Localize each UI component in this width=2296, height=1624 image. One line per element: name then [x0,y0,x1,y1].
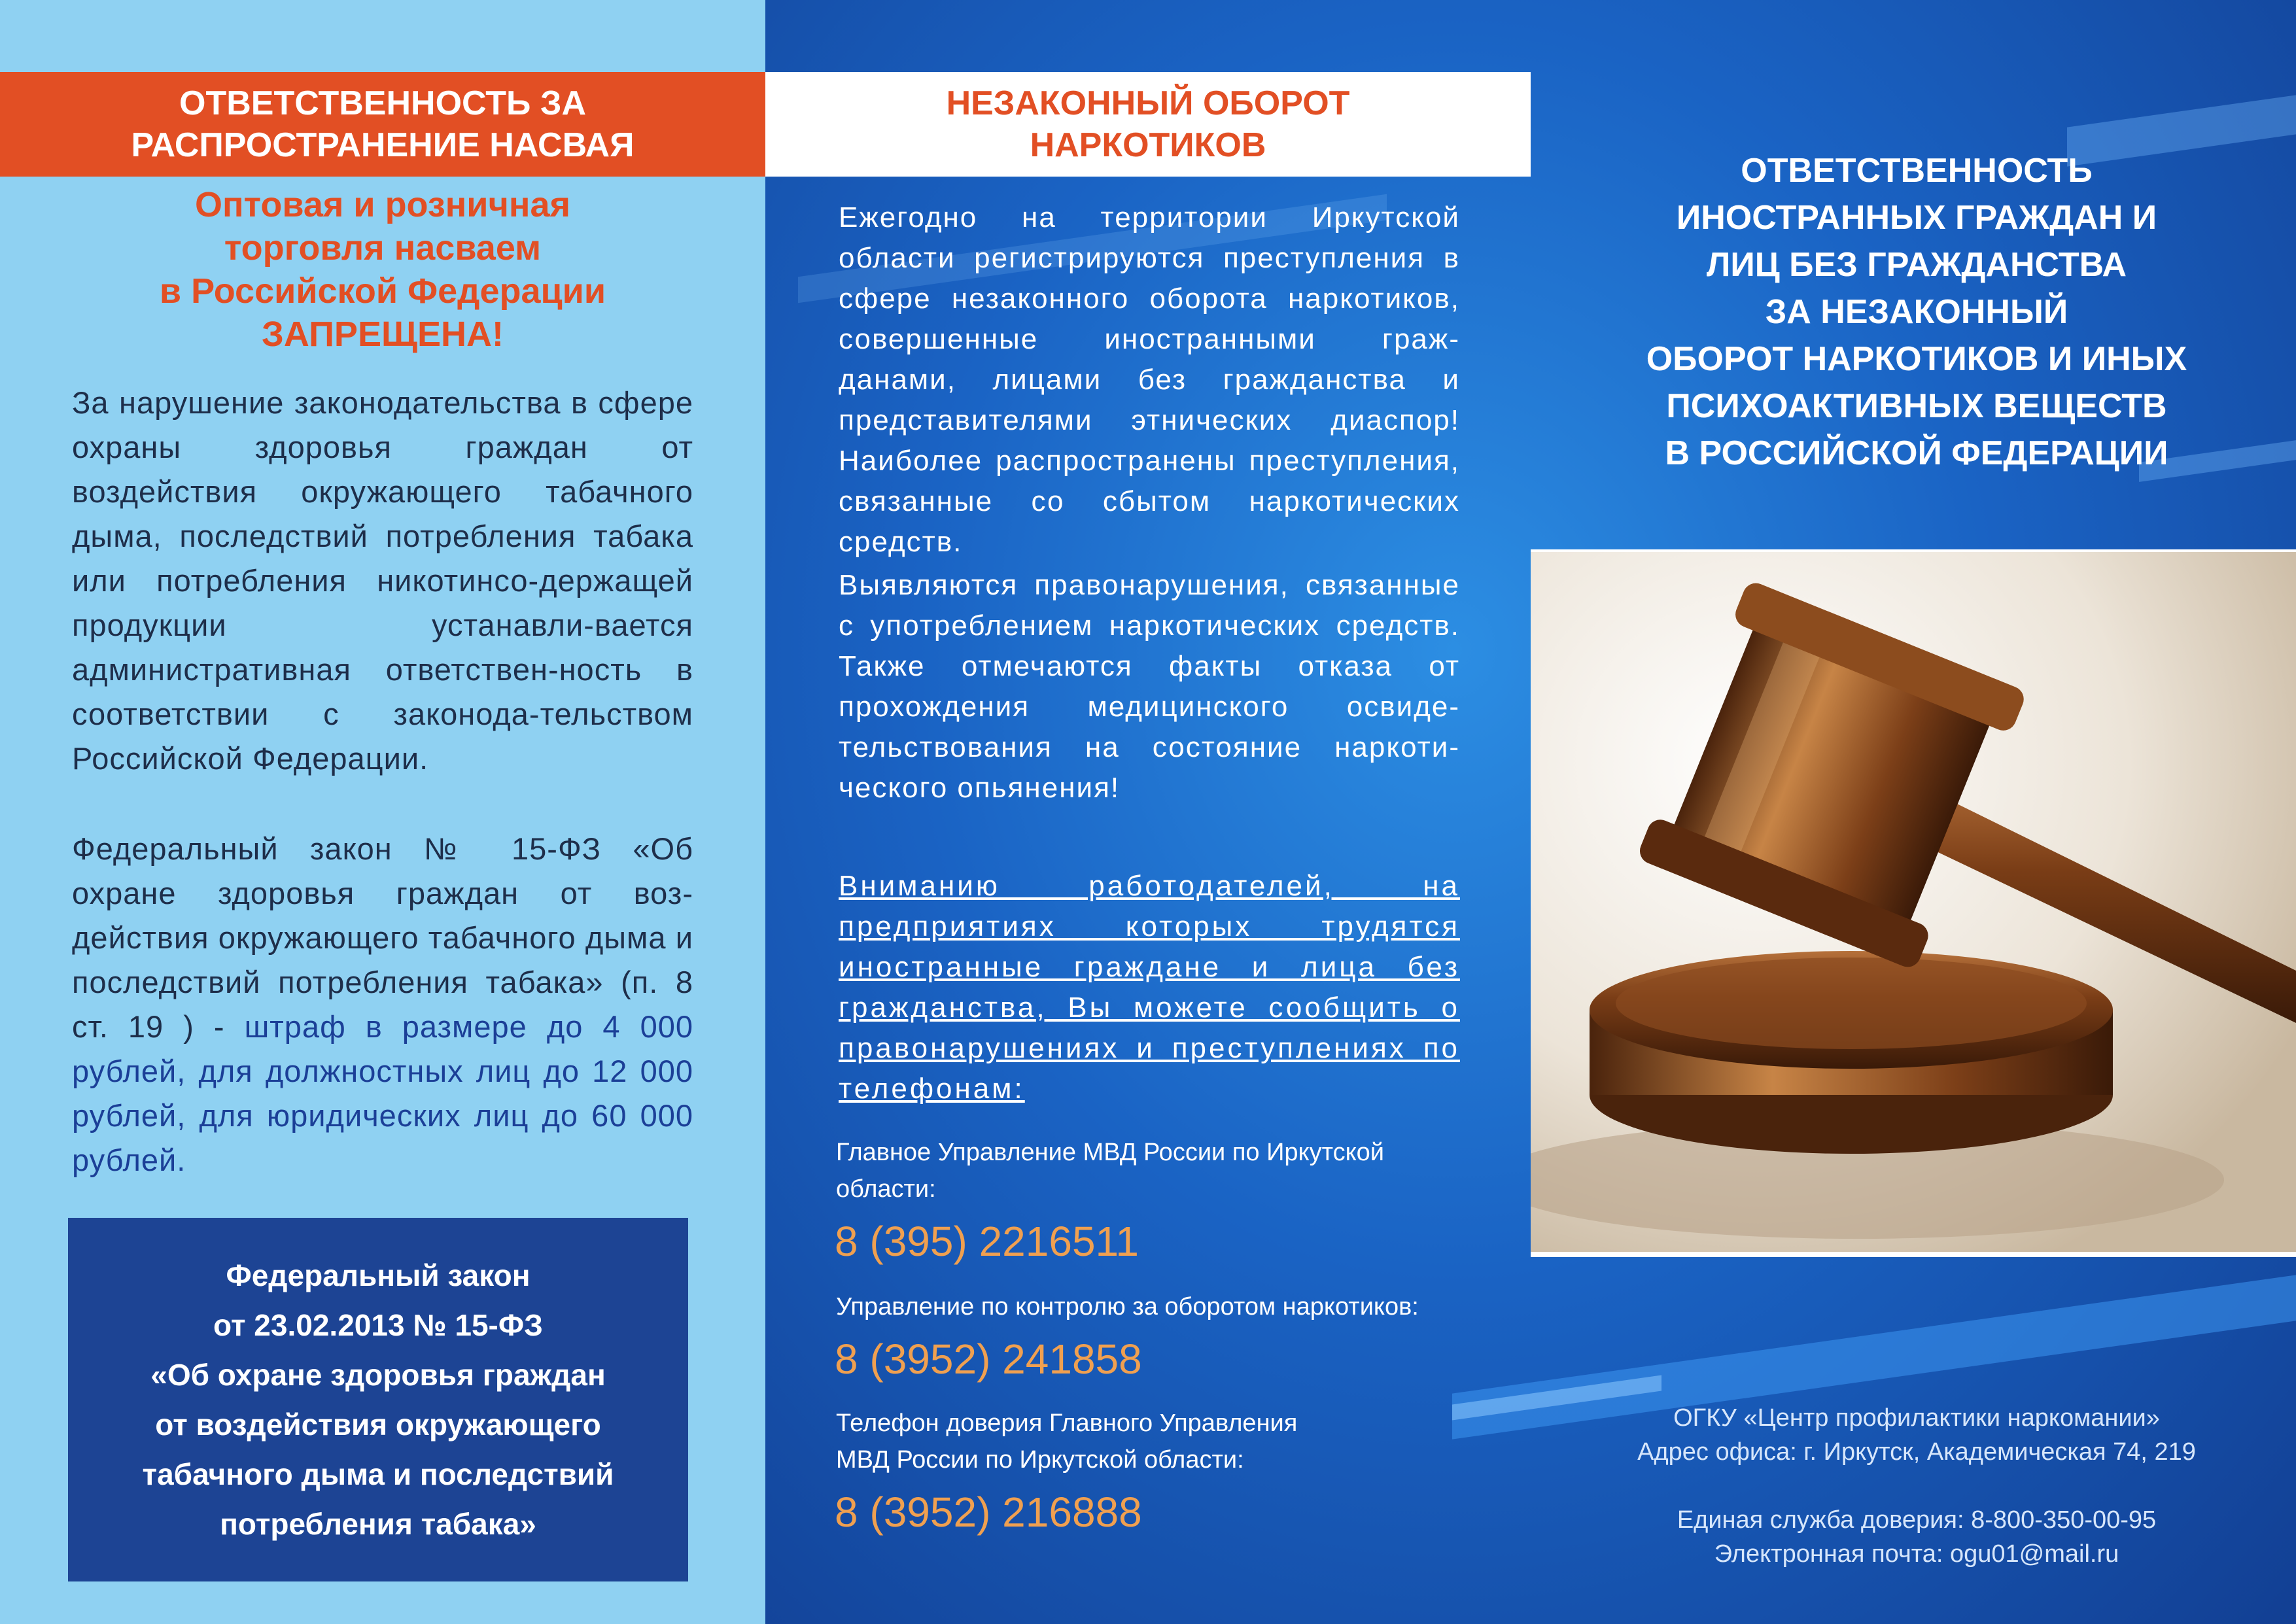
law-reference: Федеральный закон № 15-ФЗ «Об охране здоровья граждан от воз-действия окружающего табачного дыма и последствий потребления табака» (п. 8 ст. 19 ) - [72,831,693,1044]
middle-paragraph-1: Ежегодно на территории Иркутской области регистрируются преступления в сфере незаконного оборота наркотиков, совершенные иностранными граж-данами, лицами без гражданства и представителями этнических диаспор! Наиболее распространены преступления, связанные со сбытом наркотических средств. [839,201,1460,558]
spacer [1570,1469,2263,1503]
title-line: ОБОРОТ НАРКОТИКОВ И ИНЫХ [1646,340,2187,378]
left-paragraph-1: За нарушение законодательства в сфере охраны здоровья граждан от воздействия окружающего табачного дыма, последствий потребления табака или потребления никотинсо-держащей продукции устанавли-вается административная ответствен-ность в соответствии с законода-тельством Российской Федерации. [72,385,693,776]
org-name: ОГКУ «Центр профилактики наркомании» [1673,1404,2160,1432]
box-line: табачного дыма и последствий [142,1457,614,1491]
gavel-icon [1531,552,2296,1252]
title-line: ПСИХОАКТИВНЫХ ВЕЩЕСТВ [1666,387,2167,425]
fine-amounts: штраф в размере до 4 000 рублей, для должностных лиц до 12 000 рублей, для юридических лиц до 60 000 рублей. [72,1009,693,1177]
contact-3-label [836,1405,1477,1478]
left-paragraph-2 [72,827,693,1183]
middle-header [765,72,1531,177]
contact-3-label-line: Телефон доверия Главного Управления [836,1409,1298,1437]
box-line: Федеральный закон [226,1258,531,1292]
box-line: «Об охране здоровья граждан [150,1358,606,1392]
contact-2-label: Управление по контролю за оборотом наркотиков: [836,1293,1419,1321]
federal-law-box [68,1218,688,1581]
title-line: ИНОСТРАННЫХ ГРАЖДАН И [1676,199,2157,237]
org-hotline: Единая служба доверия: 8-800-350-00-95 [1677,1506,2157,1534]
contact-3-label-line: МВД России по Иркутской области: [836,1446,1244,1474]
organization-contacts [1570,1401,2263,1571]
title-line: В РОССИЙСКОЙ ФЕДЕРАЦИИ [1665,434,2168,472]
middle-header-line: НЕЗАКОННЫЙ ОБОРОТ [946,84,1350,122]
middle-paragraph-2: Выявляются правонарушения, связанные с употреблением наркотических средств. Также отмечаются факты отказа от прохождения медицинского освиде-тельствования на состояние наркоти-ческого опьянения! [839,569,1460,804]
contact-1-phone[interactable]: 8 (395) 2216511 [835,1218,1139,1265]
left-header-line: ОТВЕТСТВЕННОСТЬ ЗА [179,84,586,122]
title-line: ЗА НЕЗАКОННЫЙ [1765,293,2068,331]
box-line: потребления табака» [220,1507,536,1541]
contact-2-phone[interactable]: 8 (3952) 241858 [835,1336,1142,1383]
title-line: ЛИЦ БЕЗ ГРАЖДАНСТВА [1706,246,2127,284]
brochure-title [1570,147,2263,477]
subtitle-line: торговля насваем [224,228,542,268]
subtitle-line: Оптовая и розничная [195,185,570,224]
contact-3-phone[interactable]: 8 (3952) 216888 [835,1489,1142,1536]
employer-notice: Вниманию работодателей, на предприятиях которых трудятся иностранные граждане и лица без гражданства, Вы можете сообщить о правонарушениях и преступлениях по телефонам: [839,870,1460,1105]
left-subtitle [39,183,726,356]
middle-header-line: НАРКОТИКОВ [1030,126,1266,164]
contact-1-label: Главное Управление МВД России по Иркутской области: [836,1139,1384,1203]
box-line: от 23.02.2013 № 15-ФЗ [213,1308,543,1342]
left-header-line: РАСПРОСТРАНЕНИЕ НАСВАЯ [131,126,635,164]
subtitle-line: в Российской Федерации [159,271,606,311]
org-address: Адрес офиса: г. Иркутск, Академическая 74, 219 [1637,1438,2196,1466]
subtitle-line: ЗАПРЕЩЕНА! [262,315,504,354]
org-email[interactable]: Электронная почта: ogu01@mail.ru [1714,1540,2119,1568]
title-line: ОТВЕТСТВЕННОСТЬ [1741,152,2093,190]
gavel-photo [1531,549,2296,1257]
left-header [0,72,765,177]
box-line: от воздействия окружающего [155,1408,601,1442]
